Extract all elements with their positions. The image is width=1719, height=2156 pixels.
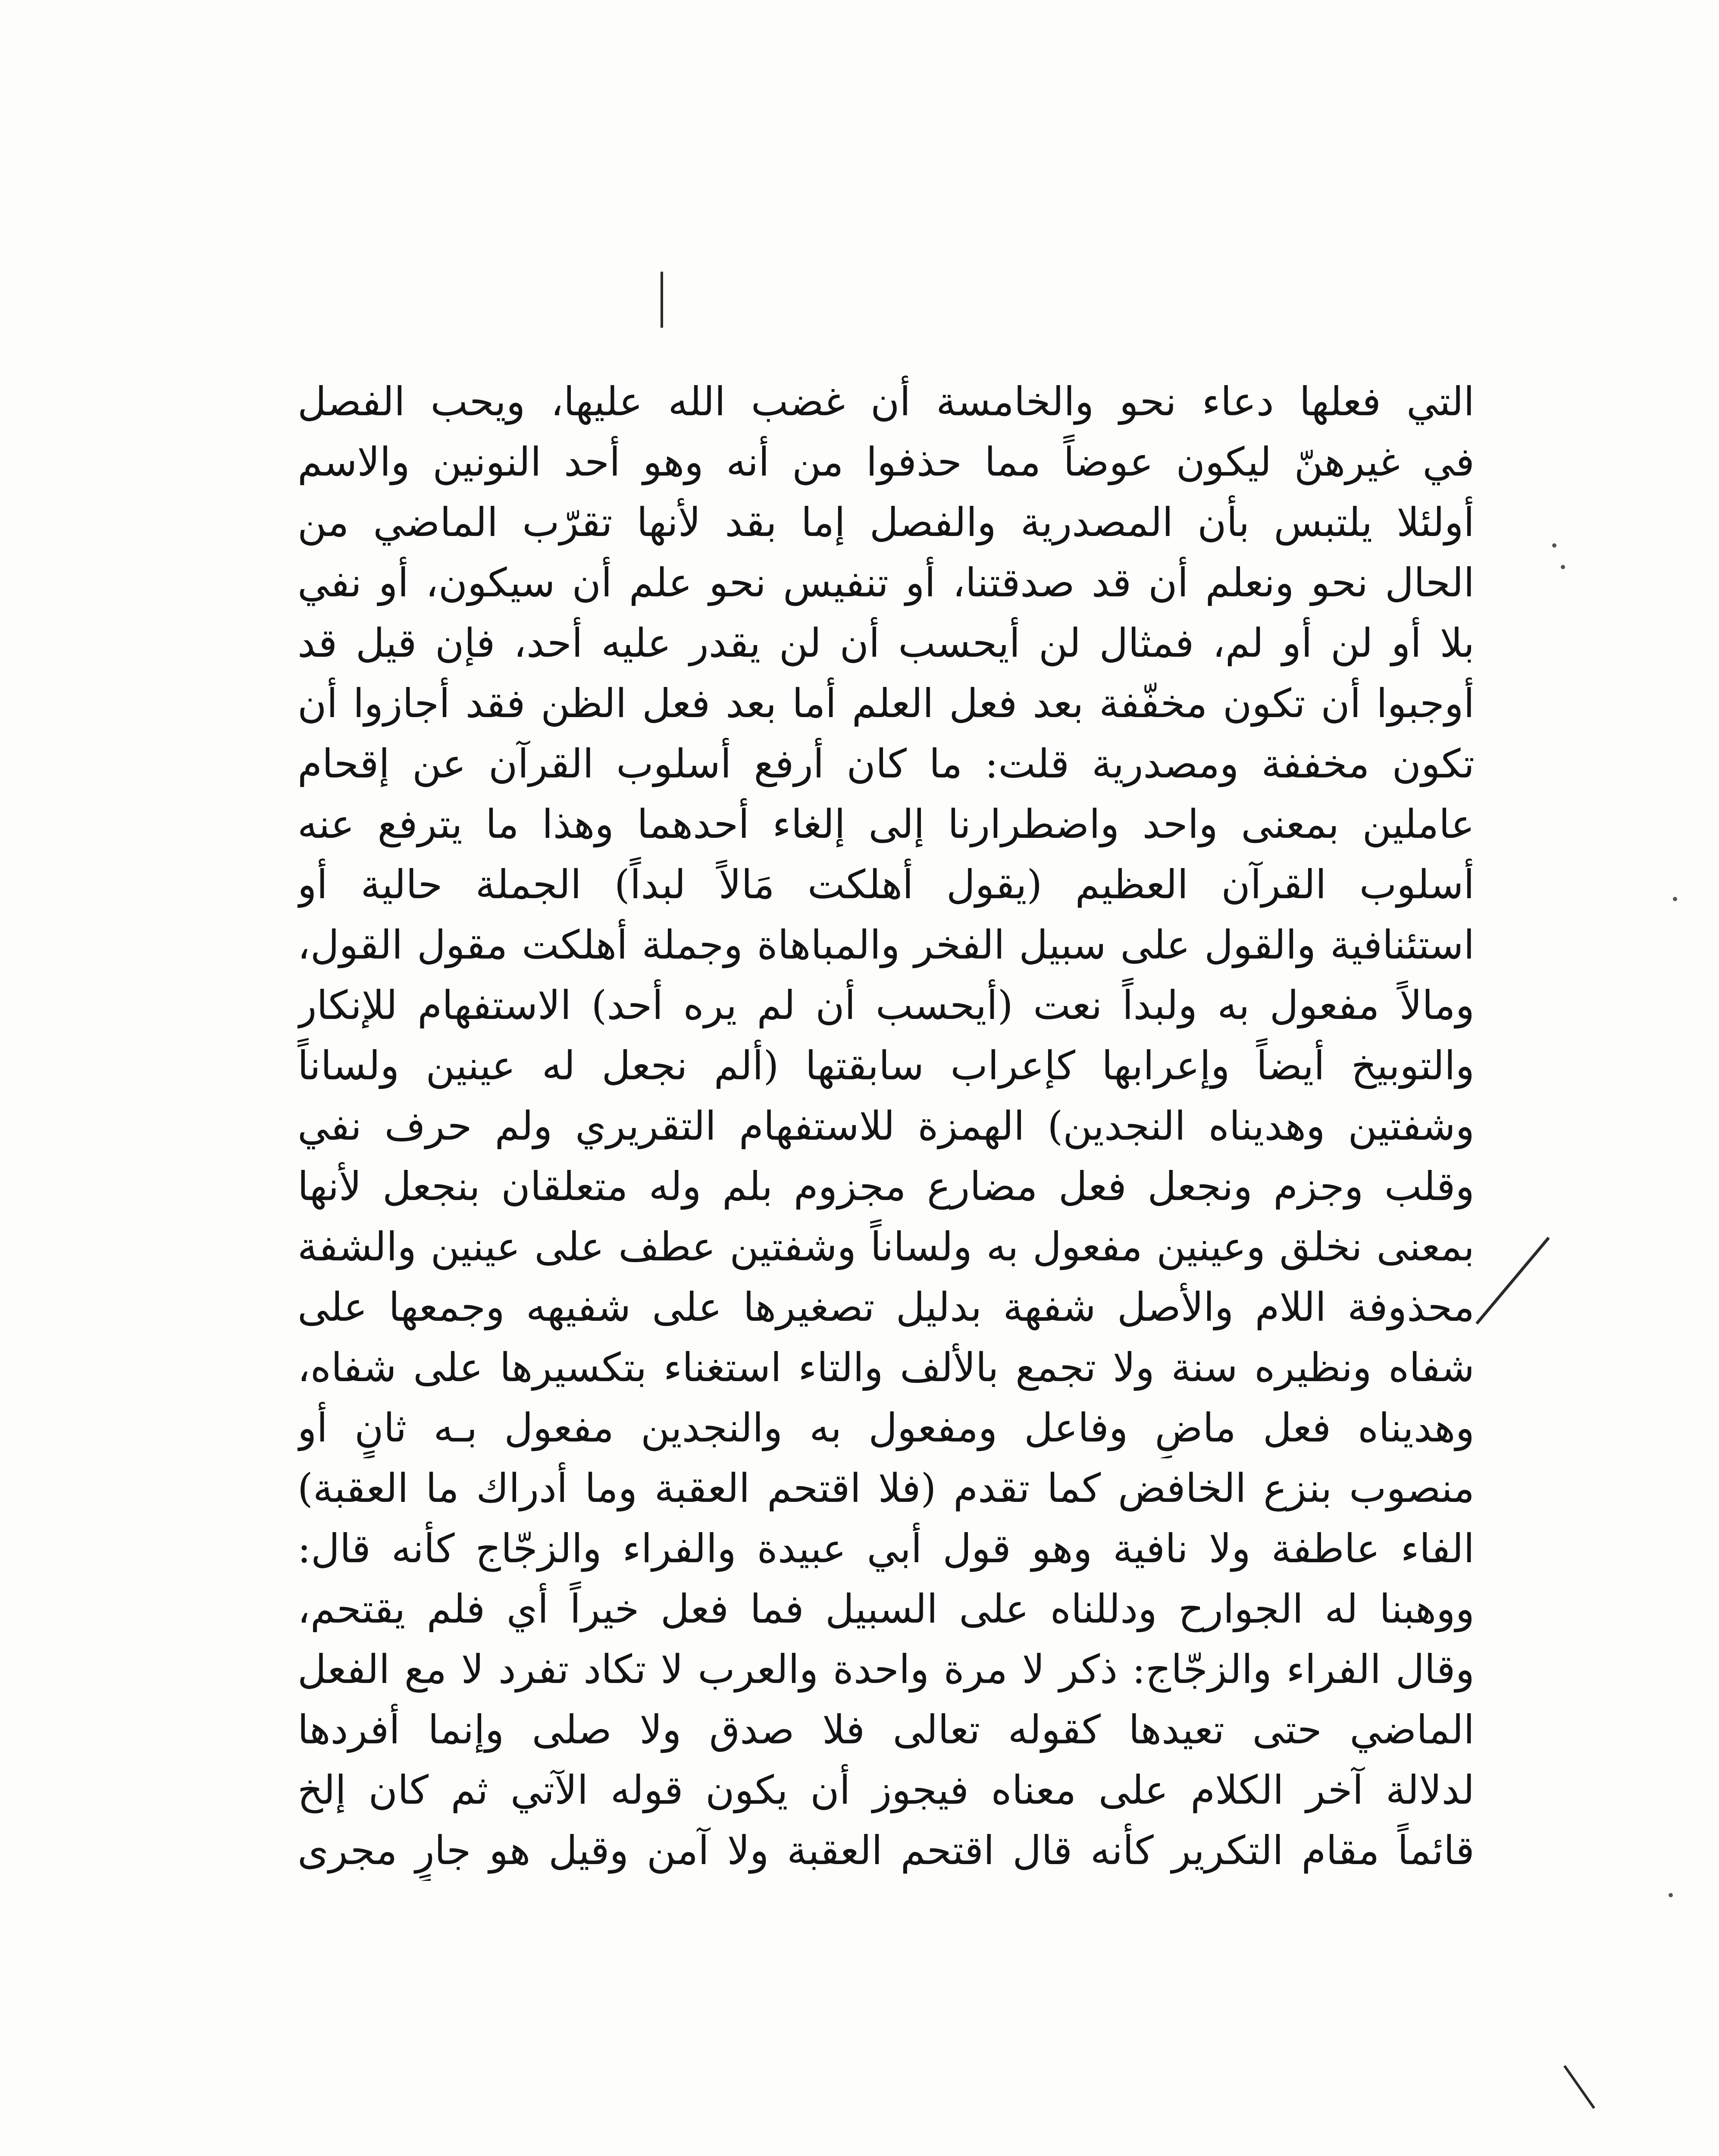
- ink-speck: [1669, 1893, 1673, 1897]
- text-line: استئنافية والقول على سبيل الفخر والمباهاة وجملة أهلكت مقول القول،: [297, 922, 1475, 968]
- text-line: ومالاً مفعول به ولبداً نعت (أيحسب أن لم يره أحد) الاستفهام للإنكار: [297, 982, 1475, 1028]
- text-line: وقلب وجزم ونجعل فعل مضارع مجزوم بلم وله متعلقان بنجعل لأنها: [297, 1163, 1475, 1210]
- text-line: تكون مخففة ومصدرية قلت: ما كان أرفع أسلوب القرآن عن إقحام: [297, 741, 1475, 787]
- text-line: في غيرهنّ ليكون عوضاً مما حذفوا من أنه وهو أحد النونين والاسم: [297, 439, 1475, 485]
- ink-speck: [1552, 543, 1556, 548]
- text-line: شفاه ونظيره سنة ولا تجمع بالألف والتاء استغناء بتكسيرها على شفاه،: [297, 1344, 1475, 1391]
- text-line: أسلوب القرآن العظيم (يقول أهلكت مَالاً لبداً) الجملة حالية أو: [297, 862, 1475, 908]
- text-line: أوجبوا أن تكون مخفّفة بعد فعل العلم أما بعد فعل الظن فقد أجازوا أن: [297, 680, 1475, 727]
- text-line: الحال نحو ونعلم أن قد صدقتنا، أو تنفيس نحو علم أن سيكون، أو نفي: [297, 560, 1475, 606]
- text-line: قائماً مقام التكرير كأنه قال اقتحم العقبة ولا آمن وقيل هو جارٍ مجرى: [297, 1827, 1475, 1874]
- text-line: عاملين بمعنى واحد واضطرارنا إلى إلغاء أحدهما وهذا ما يترفع عنه: [297, 801, 1475, 847]
- text-line: بمعنى نخلق وعينين مفعول به ولساناً وشفتين عطف على عينين والشفة: [297, 1224, 1475, 1270]
- text-line: التي فعلها دعاء نحو والخامسة أن غضب الله عليها، ويحب الفصل: [297, 379, 1475, 425]
- text-line: الماضي حتى تعيدها كقوله تعالى فلا صدق ولا صلى وإنما أفردها: [297, 1707, 1475, 1753]
- margin-tick-mark: [1563, 2065, 1595, 2109]
- text-line: وقال الفراء والزجّاج: ذكر لا مرة واحدة والعرب لا تكاد تفرد لا مع الفعل: [297, 1646, 1475, 1692]
- text-line: وشفتين وهديناه النجدين) الهمزة للاستفهام التقريري ولم حرف نفي: [297, 1103, 1475, 1149]
- text-line: بلا أو لن أو لم، فمثال لن أيحسب أن لن يقدر عليه أحد، فإن قيل قد: [297, 620, 1475, 666]
- text-line: الفاء عاطفة ولا نافية وهو قول أبي عبيدة والفراء والزجّاج كأنه قال:: [297, 1526, 1475, 1572]
- body-text: [297, 372, 1475, 1881]
- margin-pen-mark: [661, 272, 663, 328]
- text-line: لدلالة آخر الكلام على معناه فيجوز أن يكون قوله الآتي ثم كان إلخ: [297, 1767, 1475, 1813]
- text-line: محذوفة اللام والأصل شفهة بدليل تصغيرها على شفيهه وجمعها على: [297, 1284, 1475, 1330]
- text-line: وهديناه فعل ماضٍ وفاعل ومفعول به والنجدين مفعول بـه ثانٍ أو: [297, 1405, 1475, 1451]
- text-line: أولئلا يلتبس بأن المصدرية والفصل إما بقد لأنها تقرّب الماضي من: [297, 499, 1475, 545]
- ink-speck: [1673, 897, 1677, 901]
- margin-slash-mark: [1475, 1237, 1550, 1325]
- ink-speck: [1561, 565, 1565, 569]
- text-line: منصوب بنزع الخافض كما تقدم (فلا اقتحم العقبة وما أدراك ما العقبة): [297, 1465, 1475, 1511]
- text-line: ووهبنا له الجوارح ودللناه على السبيل فما فعل خيراً أي فلم يقتحم،: [297, 1586, 1475, 1632]
- text-line: والتوبيخ أيضاً وإعرابها كإعراب سابقتها (ألم نجعل له عينين ولساناً: [297, 1043, 1475, 1089]
